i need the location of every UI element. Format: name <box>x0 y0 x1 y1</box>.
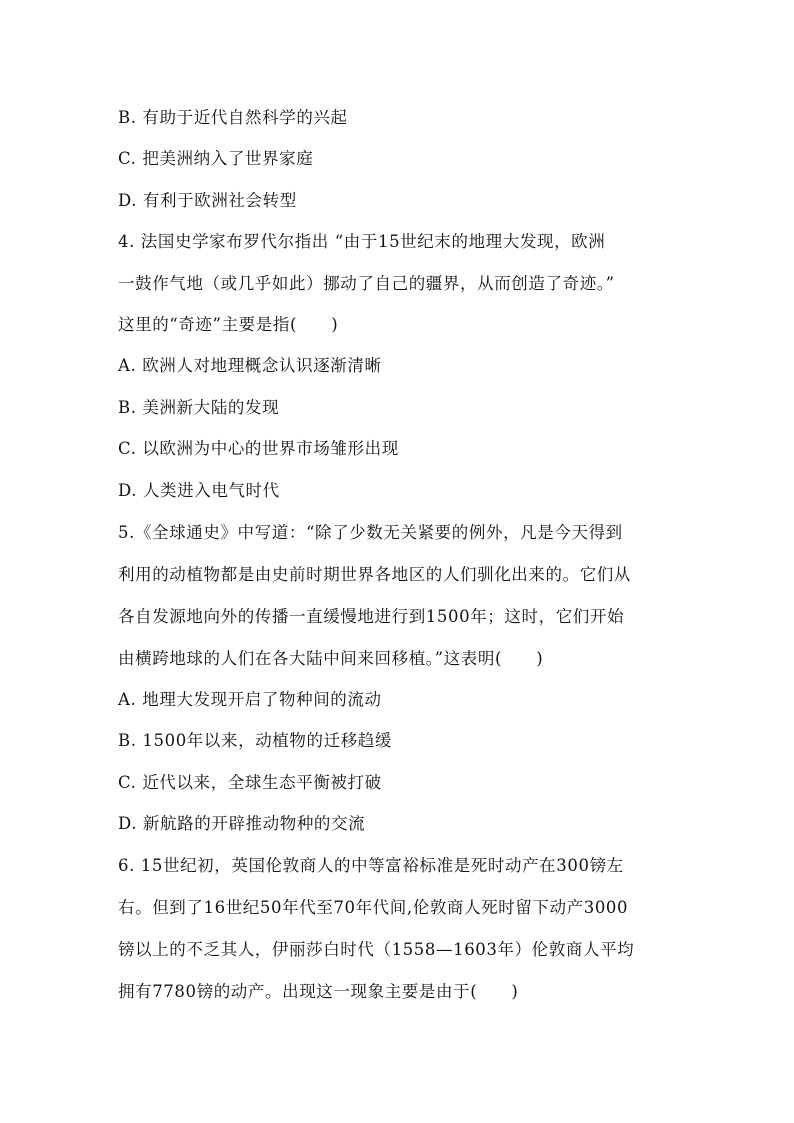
q4-stem-line-3: 这里的“奇迹”主要是指( ) <box>118 315 339 334</box>
q6-stem-line-3: 镑以上的不乏其人，伊丽莎白时代（1558—1603年）伦敦商人平均 <box>118 940 635 959</box>
q4-option-c: C. 以欧洲为中心的世界市场雏形出现 <box>118 439 399 458</box>
q4-option-a: A. 欧洲人对地理概念认识逐渐清晰 <box>118 356 382 375</box>
q6-stem-line-4: 拥有7780镑的动产。出现这一现象主要是由于( ) <box>118 982 519 1001</box>
q6-stem-line-2: 右。但到了16世纪50年代至70年代间,伦敦商人死时留下动产3000 <box>118 898 629 917</box>
q6-stem-line-1: 6. 15世纪初，英国伦敦商人的中等富裕标准是死时动产在300镑左 <box>118 856 624 875</box>
q5-option-b: B. 1500年以来，动植物的迁移趋缓 <box>118 731 393 750</box>
q5-option-a: A. 地理大发现开启了物种间的流动 <box>118 690 382 709</box>
q4-option-d: D. 人类进入电气时代 <box>118 481 280 500</box>
q3-option-c: C. 把美洲纳入了世界家庭 <box>118 149 314 168</box>
q5-stem-line-2: 利用的动植物都是由史前时期世界各地区的人们驯化出来的。它们从 <box>118 565 631 584</box>
q4-stem-line-2: 一鼓作气地（或几乎如此）挪动了自己的疆界，从而创造了奇迹。” <box>118 274 615 293</box>
q3-option-d: D. 有利于欧洲社会转型 <box>118 191 297 210</box>
q5-option-d: D. 新航路的开辟推动物种的交流 <box>118 814 366 833</box>
q5-stem-line-4: 由横跨地球的人们在各大陆中间来回移植。”这表明( ) <box>118 649 544 668</box>
q3-option-b: B. 有助于近代自然科学的兴起 <box>118 108 348 127</box>
q4-option-b: B. 美洲新大陆的发现 <box>118 398 280 417</box>
q5-option-c: C. 近代以来，全球生态平衡被打破 <box>118 773 382 792</box>
q5-stem-line-1: 5.《全球通史》中写道：“除了少数无关紧要的例外，凡是今天得到 <box>118 523 623 542</box>
q5-stem-line-3: 各自发源地向外的传播一直缓慢地进行到1500年；这时，它们开始 <box>118 607 625 626</box>
q4-stem-line-1: 4. 法国史学家布罗代尔指出 “由于15世纪末的地理大发现，欧洲 <box>118 232 606 251</box>
